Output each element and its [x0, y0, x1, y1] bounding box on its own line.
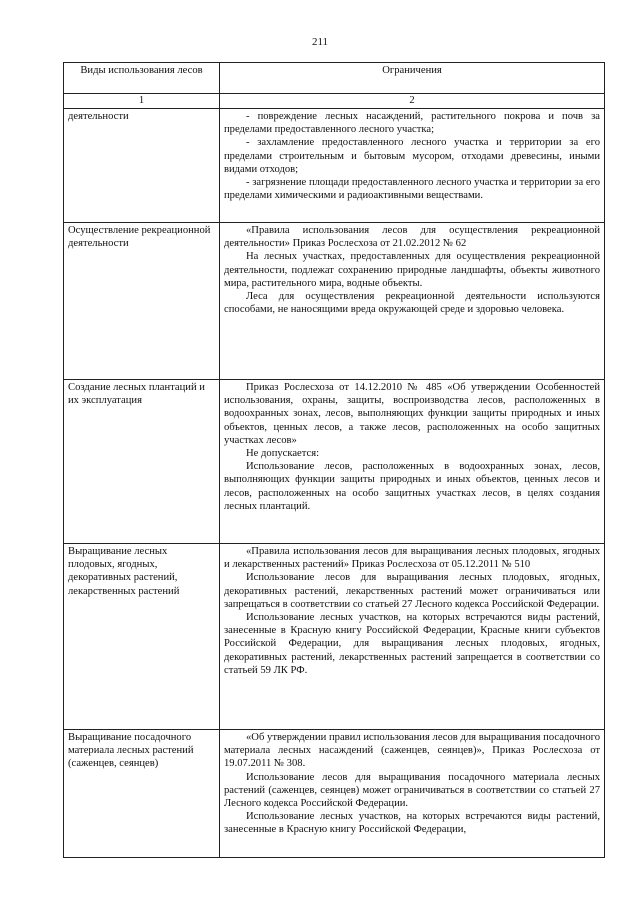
- header-restrictions: Ограничения: [220, 63, 605, 94]
- forest-use-type: Создание лесных плантаций и их эксплуатация: [64, 380, 220, 544]
- restriction-paragraph: «Правила использования лесов для осуществления рекреационной деятельности» Приказ Рослесхоза от 21.02.2012 № 62: [224, 225, 600, 250]
- table-row: [64, 544, 605, 730]
- forest-use-type: Осуществление рекреационной деятельности: [64, 223, 220, 380]
- restriction-paragraph: Использование лесных участков, на которых встречаются виды растений, занесенные в Красную книгу Российской Федерации, Красные книги субъектов Российской Федерации, для выращивания лесных плодовых, ягодных, декоративных растений, лекарственных растений запрещается в соответствии со статьей 59 ЛК РФ.: [224, 612, 600, 676]
- table-row: [64, 223, 605, 380]
- restriction-paragraph: На лесных участках, предоставленных для осуществления рекреационной деятельности, подлежат сохранению природные ландшафты, объекты животного мира, растительного мира, водные объекты.: [224, 251, 600, 289]
- restrictions-table: [63, 62, 605, 858]
- restriction-paragraph: - повреждение лесных насаждений, растительного покрова и почв за пределами предоставленного лесного участка;: [224, 111, 600, 136]
- forest-use-type: Выращивание лесных плодовых, ягодных, декоративных растений, лекарственных растений: [64, 544, 220, 730]
- restriction-paragraph: Не допускается:: [246, 448, 320, 460]
- restriction-paragraph: Приказ Рослесхоза от 14.12.2010 № 485 «Об утверждении Особенностей использования, охраны, защиты, воспроизводства лесов, расположенных в водоохранных зонах, лесов, выполняющих функции защиты природных и иных объектов, ценных лесов, а также лесов, расположенных на особо защитных участках лесов»: [224, 382, 600, 446]
- table-row: [64, 380, 605, 544]
- column-number-1: 1: [64, 94, 220, 109]
- table-row: [64, 730, 605, 858]
- forest-use-type: деятельности: [64, 109, 220, 223]
- restriction-paragraph: «Об утверждении правил использования лесов для выращивания посадочного материала лесных насаждений (саженцев, сеянцев)», Приказ Рослесхоза от 19.07.2011 № 308.: [224, 732, 600, 770]
- column-number-2: 2: [220, 94, 605, 109]
- header-forest-use-types: Виды использования лесов: [64, 63, 220, 94]
- restriction-text: [220, 380, 605, 544]
- table-header-row: [64, 63, 605, 94]
- restriction-text: [220, 544, 605, 730]
- restriction-paragraph: Использование лесов для выращивания лесных плодовых, ягодных, декоративных растений, лекарственных растений может ограничиваться или запрещаться в соответствии со статьей 27 Лесного кодекса Российской Федерации.: [224, 572, 600, 610]
- forest-use-type: Выращивание посадочного материала лесных растений (саженцев, сеянцев): [64, 730, 220, 858]
- table-column-numbers-row: [64, 94, 605, 109]
- table-row: [64, 109, 605, 223]
- restriction-paragraph: Леса для осуществления рекреационной деятельности используются способами, не наносящими вреда окружающей среде и здоровью человека.: [224, 291, 600, 316]
- restriction-text: [220, 223, 605, 380]
- page-number: 211: [311, 36, 329, 48]
- restriction-paragraph: - загрязнение площади предоставленного лесного участка и территории за его пределами химическими и радиоактивными веществами.: [224, 177, 600, 202]
- restriction-paragraph: «Правила использования лесов для выращивания лесных плодовых, ягодных и лекарственных растений» Приказ Рослесхоза от 05.12.2011 № 510: [224, 546, 600, 571]
- restriction-text: [220, 730, 605, 858]
- restriction-paragraph: Использование лесов, расположенных в водоохранных зонах, лесов, выполняющих функции защиты природных и иных объектов, ценных лесов и лесов, расположенных на особо защитных участках лесов, в целях создания лесных плантаций.: [224, 461, 600, 512]
- restriction-paragraph: - захламление предоставленного лесного участка и территории за его пределами строительным и бытовым мусором, отходами древесины, иными видами отходов;: [224, 137, 600, 175]
- restriction-paragraph: Использование лесов для выращивания посадочного материала лесных растений (саженцев, сеянцев) может ограничиваться в соответствии со статьей 27 Лесного кодекса Российской Федерации.: [224, 771, 600, 810]
- restriction-paragraph: Использование лесных участков, на которых встречаются виды растений, занесенные в Красную книгу Российской Федерации,: [224, 811, 600, 836]
- restriction-text: [220, 109, 605, 223]
